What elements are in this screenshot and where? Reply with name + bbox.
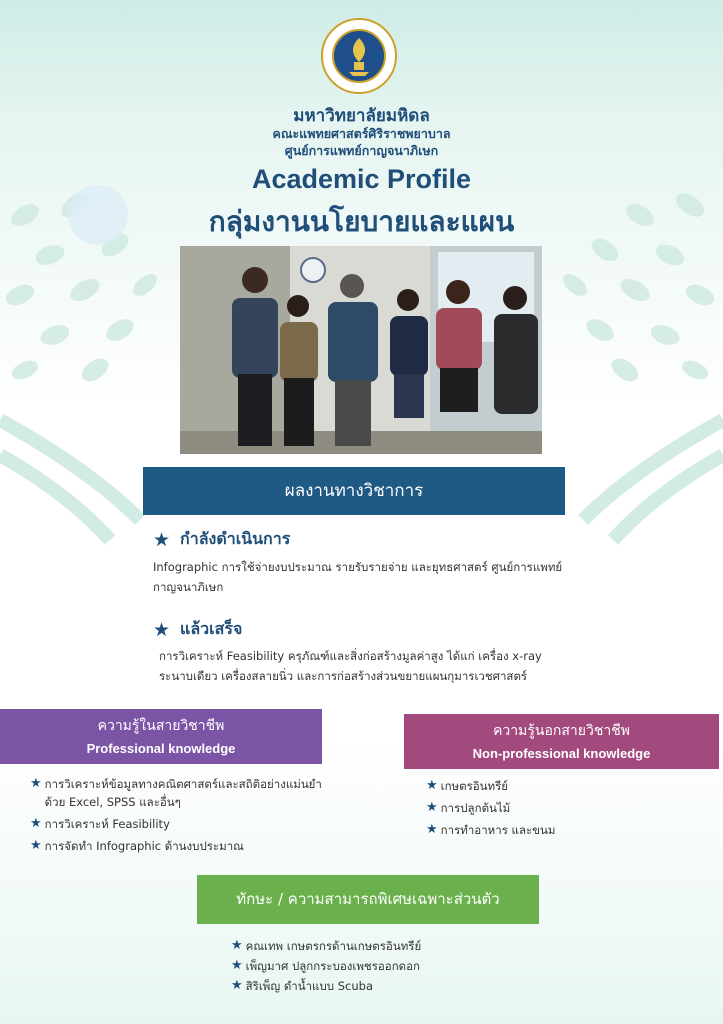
list-item: ★ การวิเคราะห์ข้อมูลทางคณิตศาสตร์และสถิติอย่างแม่นยำ ด้วย Excel, SPSS และอื่นๆ <box>30 776 322 809</box>
university-name: มหาวิทยาลัยมหิดล <box>293 106 430 126</box>
list-item: ★ คณเทพ เกษตรกรด้านเกษตรอินทรีย์ <box>231 938 422 953</box>
star-icon: ★ <box>231 958 243 973</box>
ongoing-heading-label: กำลังดำเนินการ <box>180 529 291 548</box>
star-icon: ★ <box>231 938 243 953</box>
professional-list <box>30 775 330 859</box>
star-icon: ★ <box>426 800 438 815</box>
completed-heading <box>153 617 242 642</box>
star-icon: ★ <box>153 618 171 641</box>
team-photo <box>180 246 542 454</box>
center-name: ศูนย์การแพทย์กาญจนาภิเษก <box>284 143 439 158</box>
list-item: ★ การจัดทำ Infographic ด้านงบประมาณ <box>30 838 244 853</box>
list-item: ★ เพ็ญมาศ ปลูกกระบองเพชรออกดอก <box>231 958 421 973</box>
non-professional-en: Non-professional knowledge <box>472 746 651 761</box>
non-professional-th: ความรู้นอกสายวิชาชีพ <box>493 723 630 739</box>
star-icon: ★ <box>426 822 438 837</box>
ongoing-heading <box>153 527 290 552</box>
special-skills-banner: ทักษะ / ความสามารถพิเศษเฉพาะส่วนตัว <box>197 875 539 924</box>
star-icon: ★ <box>426 778 438 793</box>
mahidol-seal-logo <box>321 18 397 94</box>
list-item: ★ การปลูกต้นไม้ <box>426 800 511 815</box>
academic-works-banner: ผลงานทางวิชาการ <box>143 467 565 515</box>
skills-list <box>231 937 531 997</box>
page-title-en: Academic Profile <box>251 164 472 194</box>
list-item: ★ สิริเพ็ญ ดำน้ำแบบ Scuba <box>231 978 373 993</box>
non-professional-knowledge-banner <box>404 714 719 769</box>
page-title-th: กลุ่มงานนโยบายและแผน <box>208 205 515 238</box>
star-icon: ★ <box>30 816 42 831</box>
non-professional-list <box>426 777 706 843</box>
professional-en: Professional knowledge <box>86 741 236 756</box>
completed-text: การวิเคราะห์ Feasibility ครุภัณฑ์และสิ่งก่อสร้างมูลค่าสูง ได้แก่ เครื่อง x-ray ระนาบเดียว เครื่องสลายนิ่ว และการก่อสร้างส่วนขยายแผนกุมารเวชศาสตร์ <box>159 649 542 683</box>
professional-th: ความรู้ในสายวิชาชีพ <box>97 718 225 734</box>
faculty-name: คณะแพทยศาสตร์ศิริราชพยาบาล <box>272 126 451 141</box>
ongoing-text: Infographic การใช้จ่ายงบประมาณ รายรับรายจ่าย และยุทธศาสตร์ ศูนย์การแพทย์กาญจนาภิเษก <box>153 560 563 594</box>
star-icon: ★ <box>30 776 42 791</box>
star-icon: ★ <box>231 978 243 993</box>
completed-heading-label: แล้วเสร็จ <box>180 619 243 638</box>
professional-knowledge-banner <box>0 709 322 764</box>
list-item: ★ การวิเคราะห์ Feasibility <box>30 816 170 831</box>
star-icon: ★ <box>153 528 171 551</box>
list-item: ★ การทำอาหาร และขนม <box>426 822 556 837</box>
list-item: ★ เกษตรอินทรีย์ <box>426 778 509 793</box>
star-icon: ★ <box>30 838 42 853</box>
